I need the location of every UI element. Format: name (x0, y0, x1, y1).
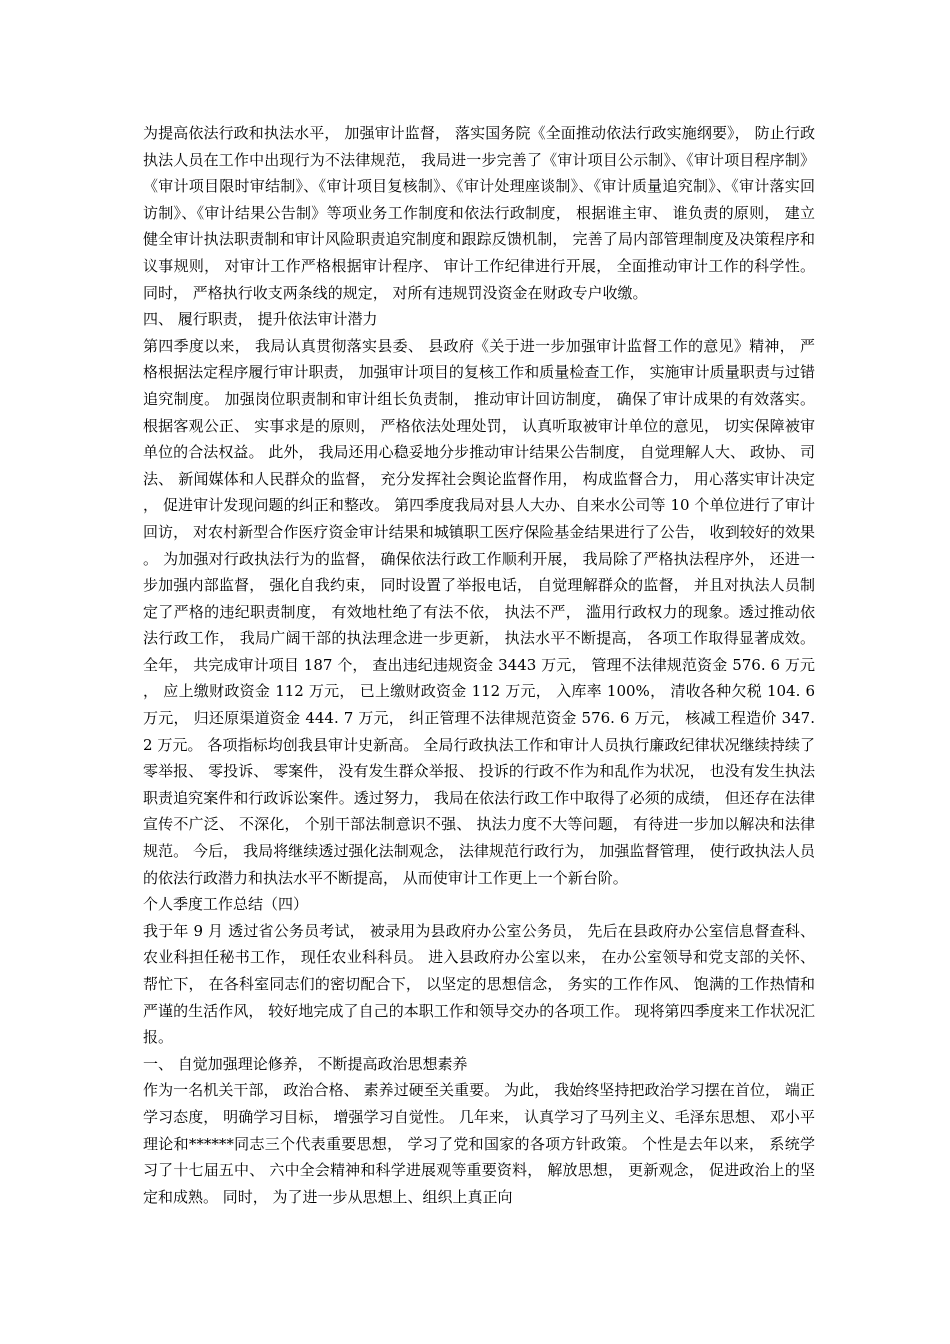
section-heading-personal-summary: 个人季度工作总结（四） (143, 895, 309, 914)
paragraph-audit-rules: 为提高依法行政和执法水平， 加强审计监督， 落实国务院《全面推动依法行政实施纲要》， 防止行政执法人员在工作中出现行为不法律规范， 我局进一步完善了《审计项目公示制》、《审计项目程序制》《审计项目限时审结制》、《审计项目复核制》、《审计处理座谈制》、《审计质量追究制》、《审计落实回访制》、《审计结果公告制》等项业务工作制度和依法行政制度， 根据谁主审、 谁负责的原则， 建立健全审计执法职责制和审计风险职责追究制度和跟踪反馈机制， 完善了局内部管理制度及决策程序和议事规则， 对审计工作严格根据审计程序、 审计工作纪律进行开展， 全面推动审计工作的科学性。 同时， 严格执行收支两条线的规定， 对所有违规罚没资金在财政专户收缴。 (143, 124, 815, 302)
document-page (143, 120, 815, 1210)
section-heading-fulfill-duties: 四、 履行职责， 提升依法审计潜力 (143, 310, 378, 329)
section-heading-theory-study: 一、 自觉加强理论修养， 不断提高政治思想素养 (143, 1054, 468, 1073)
paragraph-political-study: 作为一名机关干部， 政治合格、 素养过硬至关重要。 为此， 我始终坚持把政治学习摆在首位， 端正学习态度， 明确学习目标， 增强学习自觉性。 几年来， 认真学习了马列主义、毛泽东思想、 邓小平理论和******同志三个代表重要思想， 学习了党和国家的各项方针政策。 个性是去年以来， 系统学习了十七届五中、 六中全会精神和科学进展观等重要资料， 解放思想， 更新观念， 促进政治上的坚定和成熟。 同时， 为了进一步从思想上、组织上真正向 (143, 1081, 815, 1206)
paragraph-q4-audit-results: 第四季度以来， 我局认真贯彻落实县委、 县政府《关于进一步加强审计监督工作的意见》精神， 严格根据法定程序履行审计职责， 加强审计项目的复核工作和质量检查工作， 实施审计质量职责与过错追究制度。 加强岗位职责制和审计组长负责制， 推动审计回访制度， 确保了审计成果的有效落实。 根据客观公正、 实事求是的原则， 严格依法处理处罚， 认真听取被审计单位的意见， 切实保障被审单位的合法权益。 此外， 我局还用心稳妥地分步推动审计结果公告制度， 自觉理解人大、 政协、 司法、 新闻媒体和人民群众的监督， 充分发挥社会舆论监督作用， 构成监督合力， 用心落实审计决定， 促进审计发现问题的纠正和整改。 第四季度我局对县人大办、自来水公司等 10 个单位进行了审计回访， 对农村新型合作医疗资金审计结果和城镇职工医疗保险基金结果进行了公告， 收到较好的效果。 为加强对行政执法行为的监督， 确保依法行政工作顺利开展， 我局除了严格执法程序外， 还进一步加强内部监督， 强化自我约束， 同时设置了举报电话， 自觉理解群众的监督， 并且对执法人员制定了严格的违纪职责制度， 有效地杜绝了有法不依， 执法不严， 滥用行政权力的现象。透过推动依法行政工作， 我局广阔干部的执法理念进一步更新， 执法水平不断提高， 各项工作取得显著成效。 全年， 共完成审计项目 187 个， 查出违纪违规资金 3443 万元， 管理不法律规范资金 576. 6 万元， 应上缴财政资金 112 万元， 已上缴财政资金 112 万元， 入库率 100%， 清收各种欠税 104. 6 万元， 归还原渠道资金 444. 7 万元， 纠正管理不法律规范资金 576. 6 万元， 核减工程造价 347. 2 万元。 各项指标均创我县审计史新高。 全局行政执法工作和审计人员执行廉政纪律状况继续持续了零举报、 零投诉、 零案件， 没有发生群众举报、 投诉的行政不作为和乱作为状况， 也没有发生执法职责追究案件和行政诉讼案件。透过努力， 我局在依法行政工作中取得了必须的成绩， 但还存在法律宣传不广泛、 不深化， 个别干部法制意识不强、 执法力度不大等问题， 有待进一步加以解决和法律规范。 今后， 我局将继续透过强化法制观念， 法律规范行政行为， 加强监督管理， 使行政执法人员的依法行政潜力和执法水平不断提高， 从而使审计工作更上一个新台阶。 (143, 336, 815, 887)
paragraph-personal-intro: 我于年 9 月 透过省公务员考试， 被录用为县政府办公室公务员， 先后在县政府办公室信息督查科、 农业科担任秘书工作， 现任农业科科员。 进入县政府办公室以来， 在办公室领导和党支部的关怀、 帮忙下， 在各科室同志们的密切配合下， 以坚定的思想信念， 务实的工作作风、 饱满的工作热情和严谨的生活作风， 较好地完成了自己的本职工作和领导交办的各项工作。 现将第四季度来工作状况汇报。 (143, 921, 815, 1047)
